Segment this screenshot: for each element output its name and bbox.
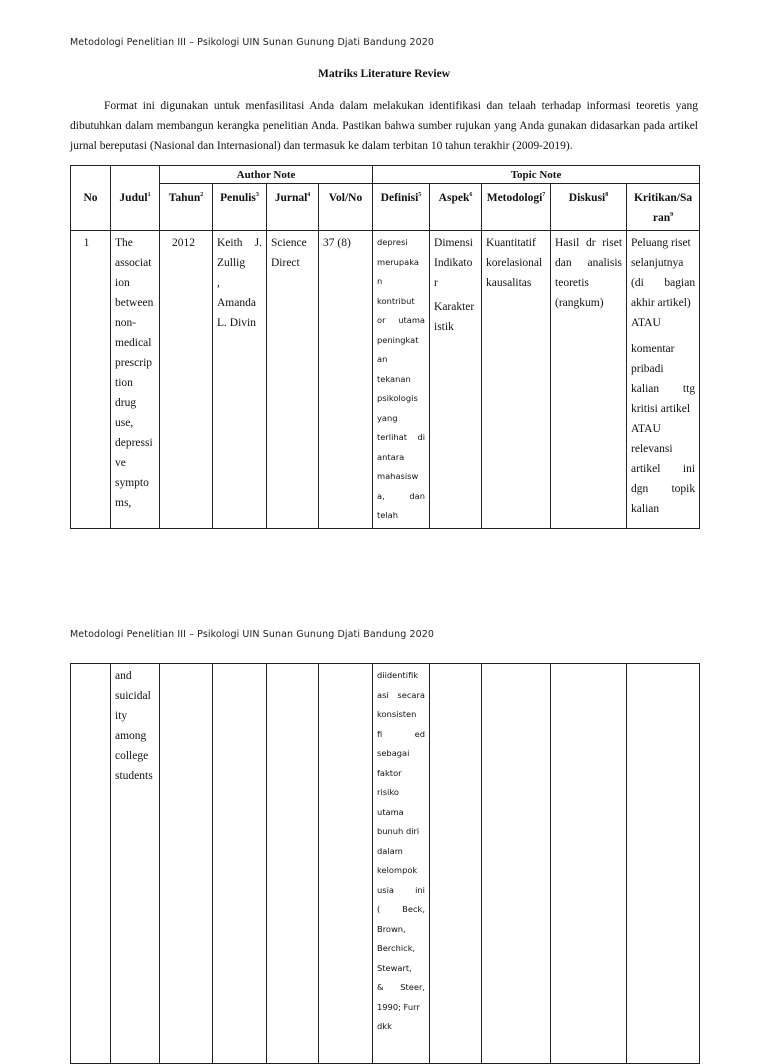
document-page-2 bbox=[0, 560, 768, 1031]
header-judul: Judul$^1$ bbox=[111, 166, 160, 231]
cell-tahun: 2012 bbox=[160, 231, 213, 529]
header-diskusi: Diskusi$^8$ bbox=[551, 184, 627, 231]
literature-matrix-table-continued bbox=[70, 663, 700, 1064]
header-kritikan: Kritikan/Sa ran$^9$ bbox=[627, 184, 700, 231]
running-head: Metodologi Penelitian III – Psikologi UIN Sunan Gunung Djati Bandung 2020 bbox=[70, 37, 435, 48]
table-row bbox=[71, 664, 700, 1064]
cell-aspek: Dimensi Indikato r Karakter istik bbox=[430, 231, 482, 529]
literature-matrix-table bbox=[70, 165, 700, 529]
running-head: Metodologi Penelitian III – Psikologi UIN Sunan Gunung Djati Bandung 2020 bbox=[70, 629, 435, 640]
cell-diskusi: Hasil dr riset dan analisis teoretis (rangkum) bbox=[551, 231, 627, 529]
cell-tahun bbox=[160, 664, 213, 1064]
cell-no: 1 bbox=[71, 231, 111, 529]
table-row bbox=[71, 231, 700, 529]
intro-line: dibutuhkan dalam membangun kerangka penelitian Anda. Pastikan bahwa sumber rujukan yang Anda gunakan didasarkan pada artikel bbox=[70, 120, 698, 132]
cell-kritikan: Peluang riset selanjutnya (di bagian akhir artikel) ATAU komentar pribadi kalian ttg kritisi artikel ATAU relevansi artikel ini dgn topik kalian bbox=[627, 231, 700, 529]
cell-penulis bbox=[213, 664, 267, 1064]
cell-jurnal bbox=[267, 664, 319, 1064]
header-definisi: Definisi$^5$ bbox=[373, 184, 430, 231]
header-metodologi: Metodologi$^7$ bbox=[482, 184, 551, 231]
cell-metodologi bbox=[482, 664, 551, 1064]
cell-metodologi: Kuantitatif korelasional kausalitas bbox=[482, 231, 551, 529]
cell-volno: 37 (8) bbox=[319, 231, 373, 529]
cell-definisi: diidentifik asi secara konsisten fi ed sebagai faktor risiko utama bunuh diri dalam kelompok usia ini ( Beck, Brown, Berchick, Stewart, & Steer, 1990; Furr dkk bbox=[373, 664, 430, 1064]
cell-penulis: Keith J. Zullig , Amanda L. Divin bbox=[213, 231, 267, 529]
cell-judul: The associat ion between non- medical prescrip tion drug use, depressi ve sympto ms, bbox=[111, 231, 160, 529]
header-penulis: Penulis$^3$ bbox=[213, 184, 267, 231]
cell-volno bbox=[319, 664, 373, 1064]
cell-aspek bbox=[430, 664, 482, 1064]
intro-line: jurnal bereputasi (Nasional dan Internasional) dan termasuk ke dalam terbitan 10 tahun terakhir (2009-2019). bbox=[70, 140, 573, 152]
header-tahun: Tahun$^2$ bbox=[160, 184, 213, 231]
header-jurnal: Jurnal$^4$ bbox=[267, 184, 319, 231]
cell-definisi: depresi merupaka n kontribut or utama peningkat an tekanan psikologis yang terlihat di antara mahasisw a, dan telah bbox=[373, 231, 430, 529]
header-volno: Vol/No bbox=[319, 184, 373, 231]
header-aspek: Aspek$^6$ bbox=[430, 184, 482, 231]
cell-kritikan bbox=[627, 664, 700, 1064]
cell-judul: and suicidal ity among college students bbox=[111, 664, 160, 1064]
cell-diskusi bbox=[551, 664, 627, 1064]
header-no: No bbox=[71, 166, 111, 231]
cell-no bbox=[71, 664, 111, 1064]
cell-jurnal: Science Direct bbox=[267, 231, 319, 529]
header-topic-note: Topic Note bbox=[373, 166, 700, 184]
intro-line: Format ini digunakan untuk menfasilitasi Anda dalam melakukan identifikasi dan telaah terhadap informasi teoretis yang bbox=[104, 100, 698, 112]
intro-paragraph bbox=[70, 96, 698, 156]
header-author-note: Author Note bbox=[160, 166, 373, 184]
page-title: Matriks Literature Review bbox=[318, 68, 450, 80]
